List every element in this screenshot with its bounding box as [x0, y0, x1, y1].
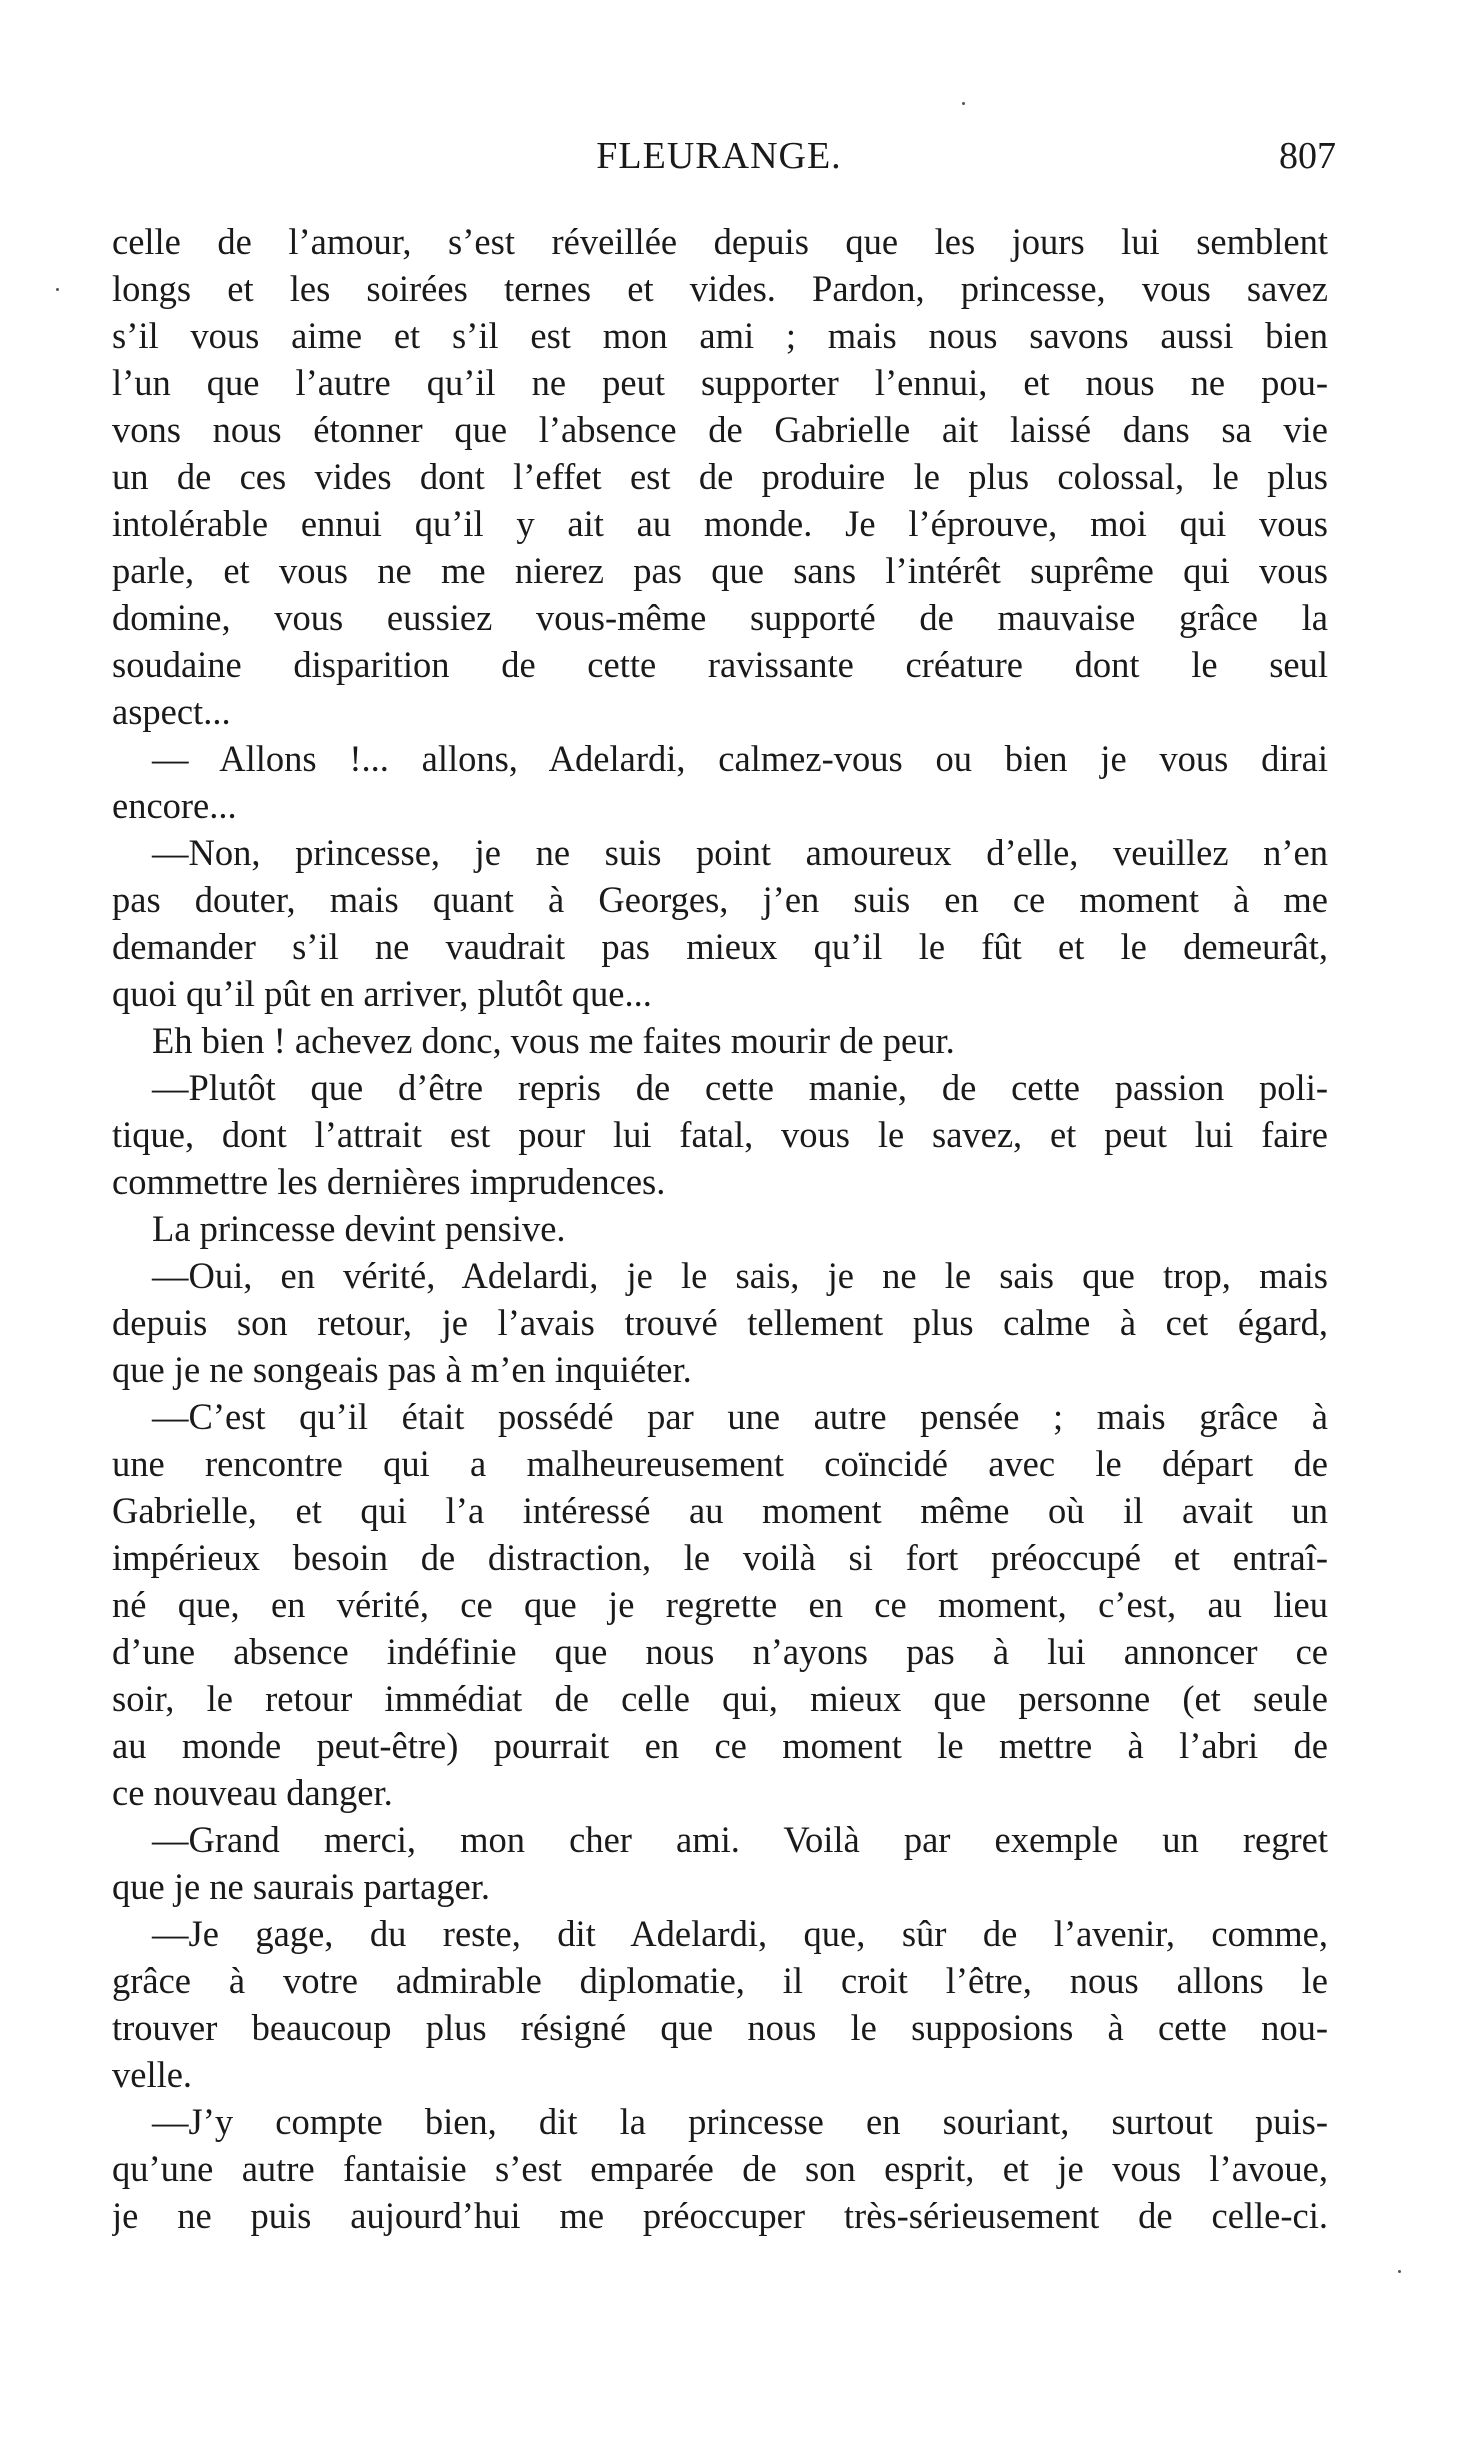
text-line: La princesse devint pensive.	[152, 1208, 566, 1249]
text-line: longs et les soirées ternes et vides. Pardon, princesse, vous savez	[112, 268, 1328, 309]
text-line: une rencontre qui a malheureusement coïncidé avec le départ de	[112, 1443, 1328, 1484]
running-head	[110, 134, 1336, 184]
text-line: domine, vous eussiez vous-même supporté de mauvaise grâce la	[112, 597, 1328, 638]
text-line: soir, le retour immédiat de celle qui, mieux que personne (et seule	[112, 1678, 1328, 1719]
text-line: —Grand merci, mon cher ami. Voilà par exemple un regret	[152, 1819, 1328, 1860]
text-line: depuis son retour, je l’avais trouvé tellement plus calme à cet égard,	[112, 1302, 1328, 1343]
text-line: l’un que l’autre qu’il ne peut supporter l’ennui, et nous ne pou-	[112, 362, 1328, 403]
text-line: parle, et vous ne me nierez pas que sans l’intérêt suprême qui vous	[112, 550, 1328, 591]
text-line: quoi qu’il pût en arriver, plutôt que...	[112, 973, 652, 1014]
text-line: —Non, princesse, je ne suis point amoureux d’elle, veuillez n’en	[152, 832, 1328, 873]
text-line: —Oui, en vérité, Adelardi, je le sais, je ne le sais que trop, mais	[152, 1255, 1328, 1296]
text-line: tique, dont l’attrait est pour lui fatal, vous le savez, et peut lui faire	[112, 1114, 1328, 1155]
text-line: pas douter, mais quant à Georges, j’en suis en ce moment à me	[112, 879, 1328, 920]
body-text	[112, 218, 1328, 2239]
paper-speck	[56, 288, 59, 291]
text-line: au monde peut-être) pourrait en ce moment le mettre à l’abri de	[112, 1725, 1328, 1766]
text-line: que je ne songeais pas à m’en inquiéter.	[112, 1349, 692, 1390]
text-line: Gabrielle, et qui l’a intéressé au moment même où il avait un	[112, 1490, 1328, 1531]
text-line: —Je gage, du reste, dit Adelardi, que, sûr de l’avenir, comme,	[152, 1913, 1328, 1954]
text-line: vons nous étonner que l’absence de Gabrielle ait laissé dans sa vie	[112, 409, 1328, 450]
paper-speck	[962, 102, 965, 105]
text-line: que je ne saurais partager.	[112, 1866, 491, 1907]
text-line: velle.	[112, 2054, 193, 2095]
paper-speck	[1398, 2270, 1401, 2273]
text-line: grâce à votre admirable diplomatie, il croit l’être, nous allons le	[112, 1960, 1328, 2001]
text-line: —Plutôt que d’être repris de cette manie, de cette passion poli-	[152, 1067, 1328, 1108]
text-line: demander s’il ne vaudrait pas mieux qu’il le fût et le demeurât,	[112, 926, 1328, 967]
text-line: aspect...	[112, 691, 231, 732]
text-line: d’une absence indéfinie que nous n’ayons pas à lui annoncer ce	[112, 1631, 1328, 1672]
text-line: impérieux besoin de distraction, le voilà si fort préoccupé et entraî-	[112, 1537, 1328, 1578]
text-line: s’il vous aime et s’il est mon ami ; mais nous savons aussi bien	[112, 315, 1328, 356]
text-line: soudaine disparition de cette ravissante créature dont le seul	[112, 644, 1328, 685]
page-number: 807	[1279, 135, 1336, 177]
text-line: je ne puis aujourd’hui me préoccuper très-sérieusement de celle-ci.	[112, 2195, 1328, 2236]
text-line: un de ces vides dont l’effet est de produire le plus colossal, le plus	[112, 456, 1328, 497]
text-line: trouver beaucoup plus résigné que nous le supposions à cette nou-	[112, 2007, 1328, 2048]
text-line: —J’y compte bien, dit la princesse en souriant, surtout puis-	[152, 2101, 1328, 2142]
text-line: né que, en vérité, ce que je regrette en ce moment, c’est, au lieu	[112, 1584, 1328, 1625]
running-title: FLEURANGE.	[596, 135, 842, 177]
text-line: commettre les dernières imprudences.	[112, 1161, 666, 1202]
text-line: celle de l’amour, s’est réveillée depuis que les jours lui semblent	[112, 221, 1328, 262]
text-line: Eh bien ! achevez donc, vous me faites mourir de peur.	[152, 1020, 955, 1061]
text-line: encore...	[112, 785, 237, 826]
text-line: — Allons !... allons, Adelardi, calmez-vous ou bien je vous dirai	[152, 738, 1328, 779]
text-line: intolérable ennui qu’il y ait au monde. Je l’éprouve, moi qui vous	[112, 503, 1328, 544]
text-line: —C’est qu’il était possédé par une autre pensée ; mais grâce à	[152, 1396, 1328, 1437]
text-line: qu’une autre fantaisie s’est emparée de son esprit, et je vous l’avoue,	[112, 2148, 1328, 2189]
text-line: ce nouveau danger.	[112, 1772, 393, 1813]
